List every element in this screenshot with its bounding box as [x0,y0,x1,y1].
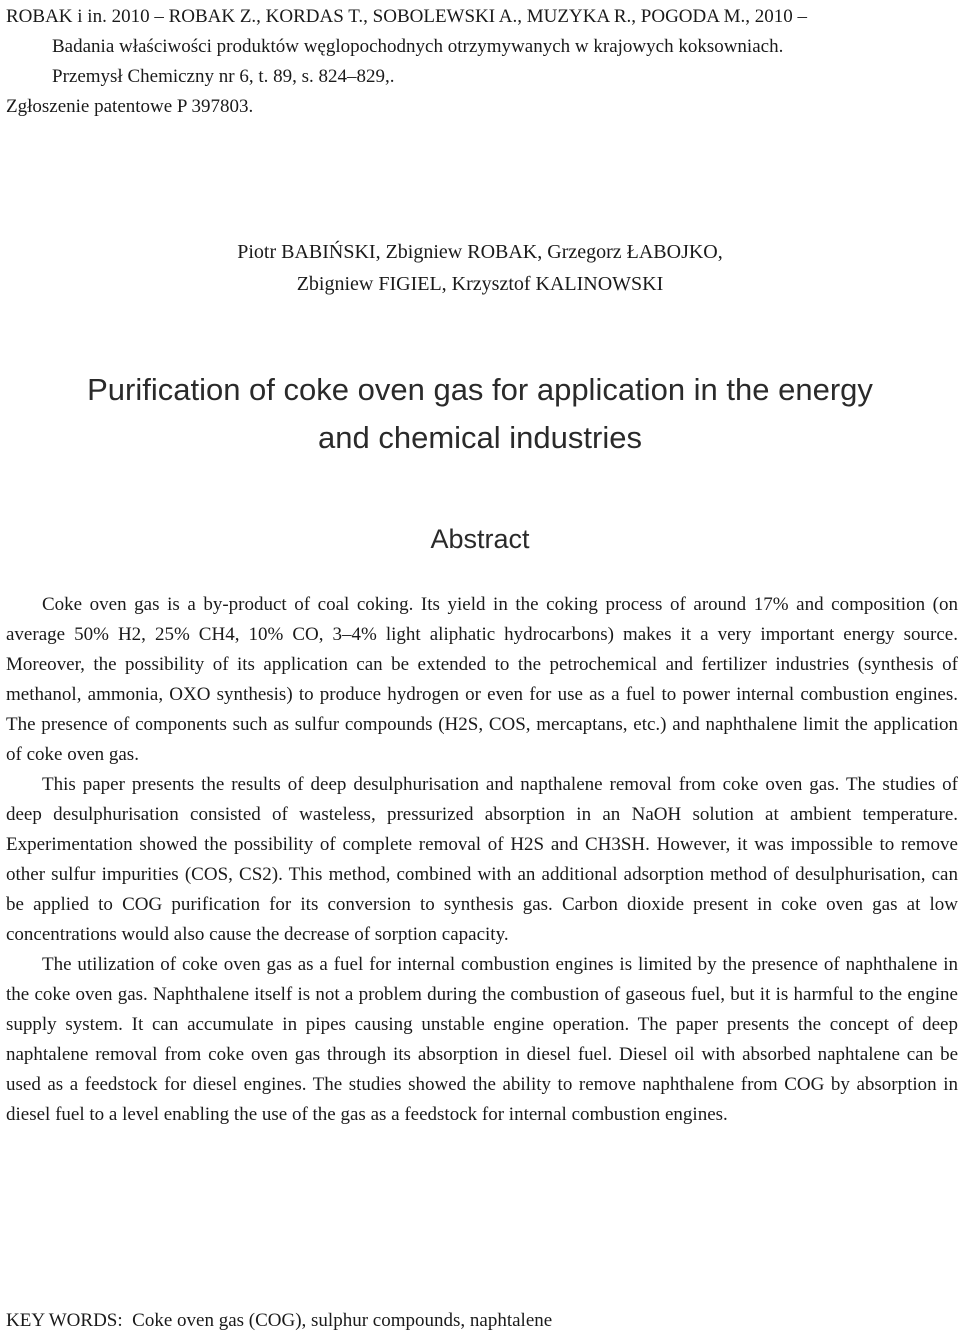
keywords-label: KEY WORDS: [6,1310,123,1331]
abstract-paragraph-3: The utilization of coke oven gas as a fuel for internal combustion engines is limited by the presence of naphthalene in the coke oven gas. Naphthalene itself is not a problem during the combustion of gaseous fuel, but it is harmful to the engine supply system. It can accumulate in pipes causing unstable engine operation. The paper presents the concept of deep naphtalene removal from coke oven gas through its absorption in diesel fuel. Diesel oil with absorbed naphtalene can be used as a feedstock for diesel engines. The studies showed the ability to remove naphthalene from COG by absorption in diesel fuel to a level enabling the use of the gas as a feedstock for internal combustion engines. [6,954,958,1125]
reference-line-4: Zgłoszenie patentowe P 397803. [6,96,254,117]
authors-line-1: Piotr BABIŃSKI, Zbigniew ROBAK, Grzegorz ŁABOJKO, [237,241,723,263]
abstract-paragraph-2: This paper presents the results of deep desulphurisation and napthalene removal from coke oven gas. The studies of deep desulphurisation consisted of wasteless, pressurized absorption in an NaOH solution at ambient temperature. Experimentation showed the possibility of complete removal of H2S and CH3SH. However, it was impossible to remove other sulfur impurities (COS, CS2). This method, combined with an additional adsorption method of desulphurisation, can be applied to COG purification for its conversion to synthesis gas. Carbon dioxide present in coke oven gas at low concentrations would also cause the decrease of sorption capacity. [6,774,958,945]
keywords [6,1306,956,1336]
reference-line-1: ROBAK i in. 2010 – ROBAK Z., KORDAS T., SOBOLEWSKI A., MUZYKA R., POGODA M., 2010 – [6,6,808,27]
paper-title [0,366,960,462]
authors-line-2: Zbigniew FIGIEL, Krzysztof KALINOWSKI [296,273,664,295]
reference-entry [6,2,956,122]
keywords-value: Coke oven gas (COG), sulphur compounds, naphtalene [132,1310,553,1331]
abstract-heading: Abstract [430,524,530,554]
abstract-body [6,590,958,1130]
reference-line-3: Przemysł Chemiczny nr 6, t. 89, s. 824–829,. [52,66,395,87]
authors [0,236,960,300]
title-line-2: and chemical industries [318,420,642,455]
abstract-paragraph-1: Coke oven gas is a by-product of coal coking. Its yield in the coking process of around 17% and composition (on average 50% H2, 25% CH4, 10% CO, 3–4% light aliphatic hydrocarbons) makes it a very important energy source. Moreover, the possibility of its application can be extended to the petrochemical and fertilizer industries (synthesis of methanol, ammonia, OXO synthesis) to produce hydrogen or even for use as a fuel to power internal combustion engines. The presence of components such as sulfur compounds (H2S, COS, mercaptans, etc.) and naphthalene limit the application of coke oven gas. [6,594,958,765]
title-line-1: Purification of coke oven gas for application in the energy [87,372,873,407]
reference-line-2: Badania właściwości produktów węglopochodnych otrzymywanych w krajowych koksowniach. [52,36,784,57]
